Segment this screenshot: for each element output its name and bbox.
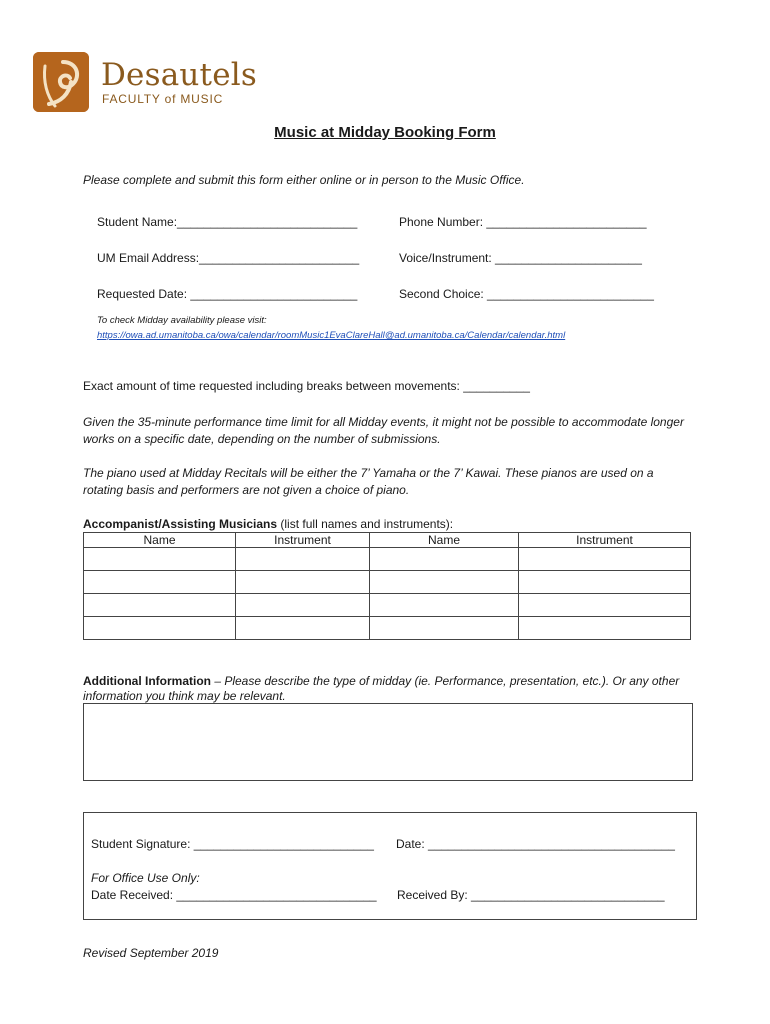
logo-name: Desautels [101, 57, 257, 93]
table-cell[interactable] [370, 571, 519, 594]
phone-number-field[interactable]: Phone Number: ________________________ [399, 215, 647, 229]
table-cell[interactable] [84, 571, 236, 594]
availability-link[interactable]: https://owa.ad.umanitoba.ca/owa/calendar/roomMusic1EvaClareHall@ad.umanitoba.ca/Calendar/calendar.html [97, 330, 566, 341]
table-row [84, 571, 691, 594]
revised-date: Revised September 2019 [83, 946, 219, 960]
additional-info-description: – Please describe the type of midday (ie. Performance, presentation, etc.). Or any other information you think may be relevant. [83, 674, 680, 703]
intro-text: Please complete and submit this form either online or in person to the Music Office. [83, 173, 525, 187]
table-cell[interactable] [236, 594, 370, 617]
column-header-name: Name [370, 533, 519, 548]
table-cell[interactable] [519, 617, 691, 640]
table-cell[interactable] [236, 548, 370, 571]
office-use-label: For Office Use Only: [91, 871, 200, 885]
accompanist-heading-note: (list full names and instruments): [277, 517, 454, 531]
instrument-field[interactable]: Voice/Instrument: ______________________ [399, 251, 642, 265]
date-received-field[interactable]: Date Received: ______________________________ [91, 888, 377, 902]
requested-date-field[interactable]: Requested Date: _________________________ [97, 287, 358, 301]
logo-subtitle: FACULTY of MUSIC [102, 92, 224, 106]
additional-info-label: Additional Information [83, 674, 211, 688]
column-header-instrument: Instrument [236, 533, 370, 548]
column-header-name: Name [84, 533, 236, 548]
received-by-field[interactable]: Received By: _____________________________ [397, 888, 665, 902]
table-cell[interactable] [370, 594, 519, 617]
email-field[interactable]: UM Email Address:________________________ [97, 251, 360, 265]
additional-info-textarea[interactable] [83, 703, 693, 781]
table-row [84, 617, 691, 640]
additional-info-heading [83, 674, 691, 704]
time-requested-field[interactable]: Exact amount of time requested including breaks between movements: __________ [83, 379, 530, 393]
table-header-row [84, 533, 691, 548]
column-header-instrument: Instrument [519, 533, 691, 548]
table-cell[interactable] [370, 617, 519, 640]
time-limit-note: Given the 35-minute performance time limit for all Midday events, it might not be possible to accommodate longer works on a specific date, depending on the number of submissions. [83, 415, 684, 446]
student-signature-field[interactable]: Student Signature: ___________________________ [91, 837, 374, 851]
piano-note: The piano used at Midday Recitals will be either the 7’ Yamaha or the 7’ Kawai. These pianos are used on a rotating basis and performers are not given a choice of piano. [83, 466, 654, 497]
student-name-field[interactable]: Student Name:___________________________ [97, 215, 358, 229]
desautels-logo-mark [33, 52, 89, 112]
table-cell[interactable] [84, 594, 236, 617]
table-cell[interactable] [370, 548, 519, 571]
table-cell[interactable] [84, 548, 236, 571]
accompanist-heading [83, 517, 453, 532]
music-note-icon [33, 52, 89, 112]
accompanist-heading-label: Accompanist/Assisting Musicians [83, 517, 278, 531]
table-row [84, 548, 691, 571]
table-row [84, 594, 691, 617]
second-choice-field[interactable]: Second Choice: _________________________ [399, 287, 654, 301]
availability-note: To check Midday availability please visit: [97, 315, 267, 326]
table-cell[interactable] [84, 617, 236, 640]
accompanist-table [83, 532, 691, 640]
table-cell[interactable] [519, 571, 691, 594]
signature-date-field[interactable]: Date: _____________________________________ [396, 837, 675, 851]
page-title: Music at Midday Booking Form [274, 124, 496, 141]
table-cell[interactable] [519, 594, 691, 617]
table-cell[interactable] [236, 571, 370, 594]
table-cell[interactable] [519, 548, 691, 571]
table-cell[interactable] [236, 617, 370, 640]
signature-box [83, 812, 697, 920]
